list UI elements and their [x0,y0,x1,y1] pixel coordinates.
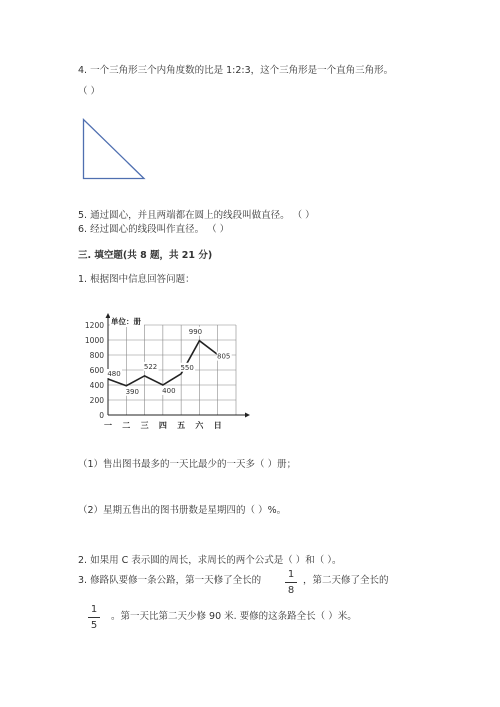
question-5-answer-paren[interactable]: （ ） [292,210,315,221]
x-tick-label: 日 [213,421,222,430]
question-4 [78,62,393,76]
question-4-answer-paren[interactable]: （ ） [78,86,101,97]
x-tick-label: 三 [140,421,149,430]
y-axis-arrow [106,313,111,318]
unit-label: 单位：册 [111,317,141,326]
data-label: 400 [162,387,176,395]
y-tick-label: 0 [99,411,104,420]
data-label: 805 [217,352,231,361]
fill-question-3-part-3: 。第一天比第二天少修 90 米. 要修的这条路全长（ ）米。 [111,611,357,622]
fraction-one-eighth [283,568,299,597]
x-tick-label: 四 [158,421,167,430]
y-tick-label: 1000 [84,336,104,345]
fill-question-2: 2. 如果用 C 表示圆的周长，求周长的两个公式是（ ）和（ ）。 [78,555,342,566]
triangle-shape [84,120,145,179]
fill-question-1-sub-1: （1）售出图书最多的一天比最少的一天多（ ）册； [78,459,297,470]
data-label: 990 [188,327,203,336]
fill-question-1: 1. 根据图中信息回答问题： [78,274,195,285]
x-tick-label: 一 [104,421,112,430]
y-tick-label: 400 [89,381,104,390]
fill-question-3-part-1: 3. 修路队要修一条公路，第一天修了全长的 [78,575,262,586]
y-tick-label: 600 [89,366,104,375]
book-sales-line-chart [80,305,255,435]
x-tick-label: 六 [195,421,204,430]
data-label: 390 [125,387,139,396]
data-label: 480 [107,370,121,378]
y-tick-label: 800 [89,351,104,360]
data-label: 522 [143,362,158,371]
data-label: 550 [180,363,194,372]
question-4-text: 4. 一个三角形三个内角度数的比是 1:2:3，这个三角形是一个直角三角形。 [78,65,394,76]
fraction-2-numerator: 1 [90,604,98,615]
fraction-one-fifth [86,603,102,632]
fill-question-3-part-2: ，第二天修了全长的 [303,575,389,586]
section-3-title: 三. 填空题(共 8 题，共 21 分) [78,250,213,261]
question-5 [78,207,315,221]
right-triangle-figure [78,114,148,184]
fraction-1-denominator: 8 [287,585,295,596]
question-6 [78,221,229,235]
fraction-2-denominator: 5 [90,620,98,631]
question-6-answer-paren[interactable]: （ ） [207,224,230,235]
question-6-text: 6. 经过圆心的线段叫作直径。 [78,224,205,235]
x-axis-arrow [245,413,250,418]
question-5-text: 5. 通过圆心，并且两端都在圆上的线段叫做直径。 [78,210,290,221]
y-tick-label: 1200 [84,321,104,330]
fill-question-1-sub-2: （2）星期五售出的图书册数是星期四的（ ）%。 [78,505,287,516]
x-tick-label: 五 [177,421,186,430]
x-tick-label: 二 [122,421,131,430]
y-tick-label: 200 [89,396,104,405]
fraction-1-numerator: 1 [287,569,295,580]
